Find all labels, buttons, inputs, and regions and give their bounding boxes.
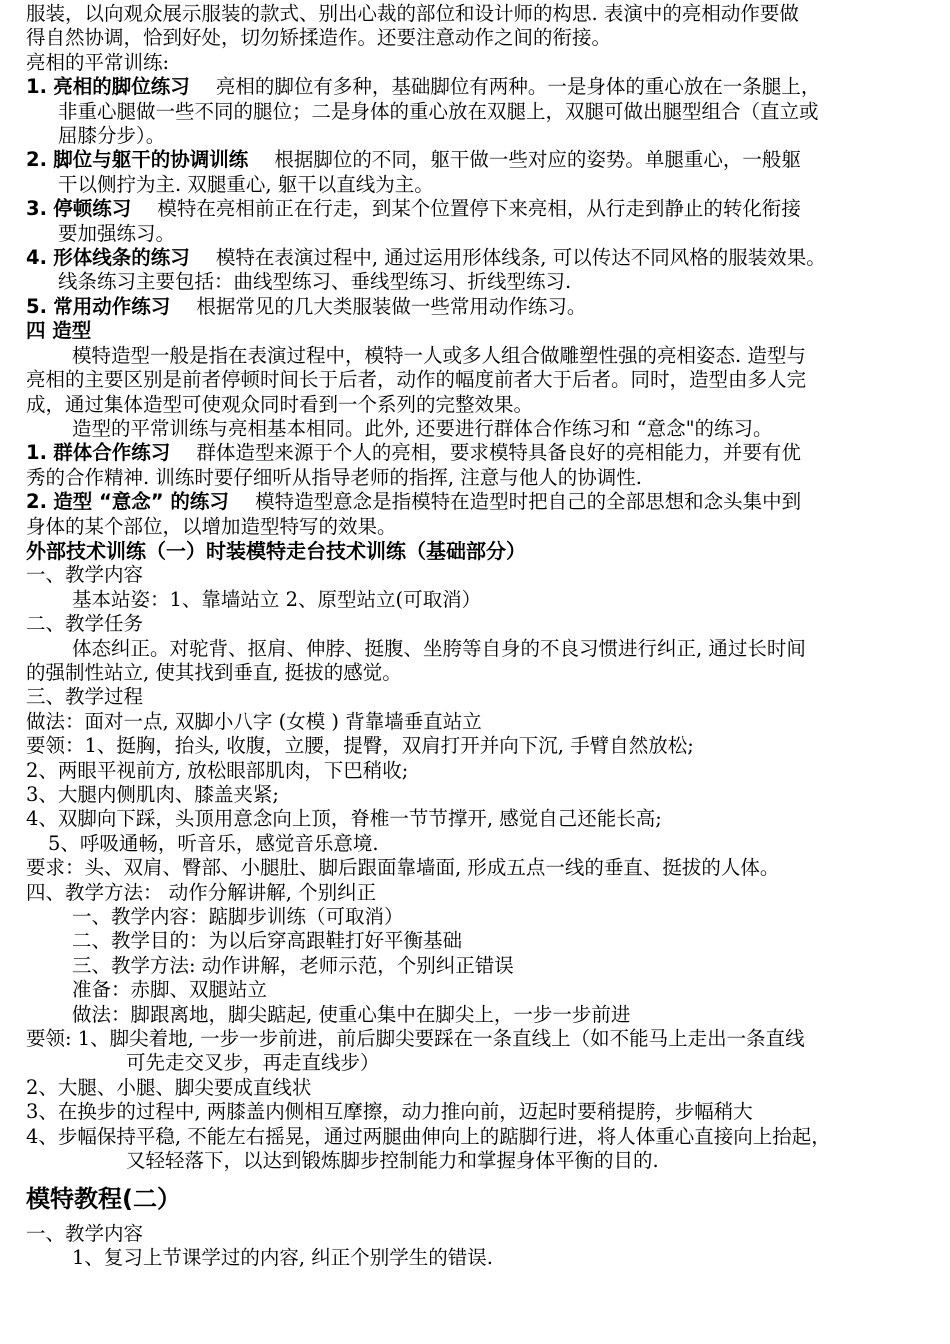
item-heading: 脚位与躯干的协调训练 — [53, 148, 249, 172]
text-line: 体态纠正。对驼背、抠肩、伸脖、挺腹、坐胯等自身的不良习惯进行纠正, 通过长时间 — [72, 636, 806, 660]
text-line: 线条练习主要包括：曲线型练习、垂线型练习、折线型练习. — [58, 270, 572, 294]
text-line: 又轻轻落下，以达到锻炼脚步控制能力和掌握身体平衡的目的. — [126, 1149, 659, 1173]
section-heading: 四 造型 — [26, 319, 92, 343]
text-line: 屈膝分步）。 — [58, 124, 166, 148]
item-text: 亮相的脚位有多种，基础脚位有两种。一是身体的重心放在一条腿上， — [215, 75, 821, 99]
item-heading: 形体线条的练习 — [53, 246, 190, 270]
item-number: 2. — [26, 148, 47, 172]
text-line: 2、大腿、小腿、脚尖要成直线状 — [26, 1075, 312, 1099]
text-line: 3、大腿内侧肌肉、膝盖夹紧; — [26, 783, 279, 806]
item-text: 模特在亮相前正在行走，到某个位置停下来亮相，从行走到静止的转化衔接 — [157, 197, 801, 221]
item-heading: 常用动作练习 — [53, 294, 171, 318]
numbered-item — [26, 148, 934, 172]
text-line: 造型的平常训练与亮相基本相同。此外, 还要进行群体合作练习和 “意念"的练习。 — [72, 416, 773, 440]
item-heading: 造型 “意念” 的练习 — [53, 490, 229, 514]
text-line: 成，通过集体造型可使观众同时看到一个系列的完整效果。 — [26, 392, 534, 416]
chapter-title: 模特教程(二） — [26, 1184, 181, 1213]
text-line: 5、呼吸通畅，听音乐，感觉音乐意境. — [48, 831, 379, 855]
text-line: 做法：脚跟离地，脚尖踮起, 使重心集中在脚尖上，一步一步前进 — [72, 1002, 631, 1026]
text-line: 身体的某个部位，以增加造型特写的效果。 — [26, 514, 397, 538]
item-number: 1. — [26, 441, 47, 465]
item-text: 模特造型意念是指模特在造型时把自己的全部思想和念头集中到 — [255, 490, 802, 514]
chapter-heading: 外部技术训练（一）时装模特走台技术训练（基础部分） — [26, 538, 526, 563]
text-line: 要领：1、挺胸，抬头, 收腹，立腰，提臀，双肩打开并向下沉, 手臂自然放松; — [26, 734, 694, 758]
numbered-item — [26, 441, 934, 465]
text-line: 一、教学内容 — [26, 1221, 144, 1245]
text-line: 服装，以向观众展示服装的款式、别出心裁的部位和设计师的构思. 表演中的亮相动作要做 — [26, 2, 799, 25]
text-line: 4、双脚向下踩，头顶用意念向上顶，脊椎一节节撑开, 感觉自己还能长高; — [26, 807, 662, 831]
text-line: 要求：头、双肩、臀部、小腿肚、脚后跟面靠墙面, 形成五点一线的垂直、挺拔的人体。 — [26, 856, 780, 880]
item-text: 根据脚位的不同，躯干做一些对应的姿势。单腿重心，一般躯 — [274, 148, 801, 172]
text-line: 干以侧拧为主. 双腿重心, 躯干以直线为主。 — [58, 172, 434, 196]
item-heading: 群体合作练习 — [53, 441, 171, 465]
text-line: 一、教学内容：踮脚步训练（可取消） — [72, 905, 404, 929]
item-number: 4. — [26, 246, 47, 270]
text-line: 亮相的主要区别是前者停顿时间长于后者，动作的幅度前者大于后者。同时，造型由多人完 — [26, 368, 807, 392]
text-line: 三、教学方法: 动作讲解，老师示范，个别纠正错误 — [72, 953, 514, 977]
text-line: 2、两眼平视前方, 放松眼部肌肉，下巴稍收; — [26, 758, 409, 782]
item-text: 模特在表演过程中, 通过运用形体线条, 可以传达不同风格的服装效果。 — [215, 246, 826, 270]
text-line: 模特造型一般是指在表演过程中，模特一人或多人组合做雕塑性强的亮相姿态. 造型与 — [72, 343, 806, 367]
numbered-item — [26, 246, 934, 270]
item-text: 群体造型来源于个人的亮相，要求模特具备良好的亮相能力，并要有优 — [196, 441, 801, 465]
text-line: 三、教学过程 — [26, 685, 144, 709]
text-line: 二、教学任务 — [26, 612, 144, 636]
text-line: 一、教学内容 — [26, 563, 144, 587]
text-line: 得自然协调，恰到好处，切勿矫揉造作。还要注意动作之间的衔接。 — [26, 26, 612, 50]
text-line: 非重心腿做一些不同的腿位；二是身体的重心放在双腿上，双腿可做出腿型组合（直立或 — [58, 99, 819, 123]
item-heading: 停顿练习 — [53, 197, 132, 221]
text-line: 可先走交叉步，再走直线步） — [126, 1051, 380, 1075]
numbered-item — [26, 197, 934, 221]
text-line: 准备：赤脚、双腿站立 — [72, 978, 268, 1002]
text-line: 1、复习上节课学过的内容, 纠正个别学生的错误. — [72, 1245, 494, 1269]
numbered-item — [26, 490, 934, 514]
text-line: 的强制性站立, 使其找到垂直, 挺拔的感觉。 — [26, 660, 402, 684]
numbered-item — [26, 295, 934, 319]
item-number: 1. — [26, 75, 47, 99]
item-text: 根据常见的几大类服装做一些常用动作练习。 — [196, 294, 587, 318]
text-line: 四、教学方法： 动作分解讲解, 个别纠正 — [26, 880, 377, 904]
item-number: 2. — [26, 490, 47, 514]
text-line: 秀的合作精神. 训练时要仔细听从指导老师的指挥, 注意与他人的协调性. — [26, 465, 642, 489]
text-line: 要领: 1、脚尖着地, 一步一步前进，前后脚尖要踩在一条直线上（如不能马上走出一条直线 — [26, 1027, 805, 1051]
numbered-item — [26, 75, 934, 99]
text-line: 3、在换步的过程中, 两膝盖内侧相互摩擦，动力推向前，迈起时要稍提胯，步幅稍大 — [26, 1100, 753, 1124]
text-line: 二、教学目的：为以后穿高跟鞋打好平衡基础 — [72, 929, 463, 953]
text-line: 基本站姿：1、靠墙站立 2、原型站立(可取消） — [72, 587, 482, 611]
text-line: 做法：面对一点, 双脚小八字 (女模 ) 背靠墙垂直站立 — [26, 709, 482, 733]
item-heading: 亮相的脚位练习 — [53, 75, 190, 99]
text-line: 亮相的平常训练: — [26, 50, 170, 74]
item-number: 3. — [26, 197, 47, 221]
item-number: 5. — [26, 294, 47, 318]
text-line: 4、步幅保持平稳, 不能左右摇晃，通过两腿曲伸向上的踮脚行进，将人体重心直接向上抬起， — [26, 1124, 831, 1148]
text-line: 要加强练习。 — [58, 221, 176, 245]
